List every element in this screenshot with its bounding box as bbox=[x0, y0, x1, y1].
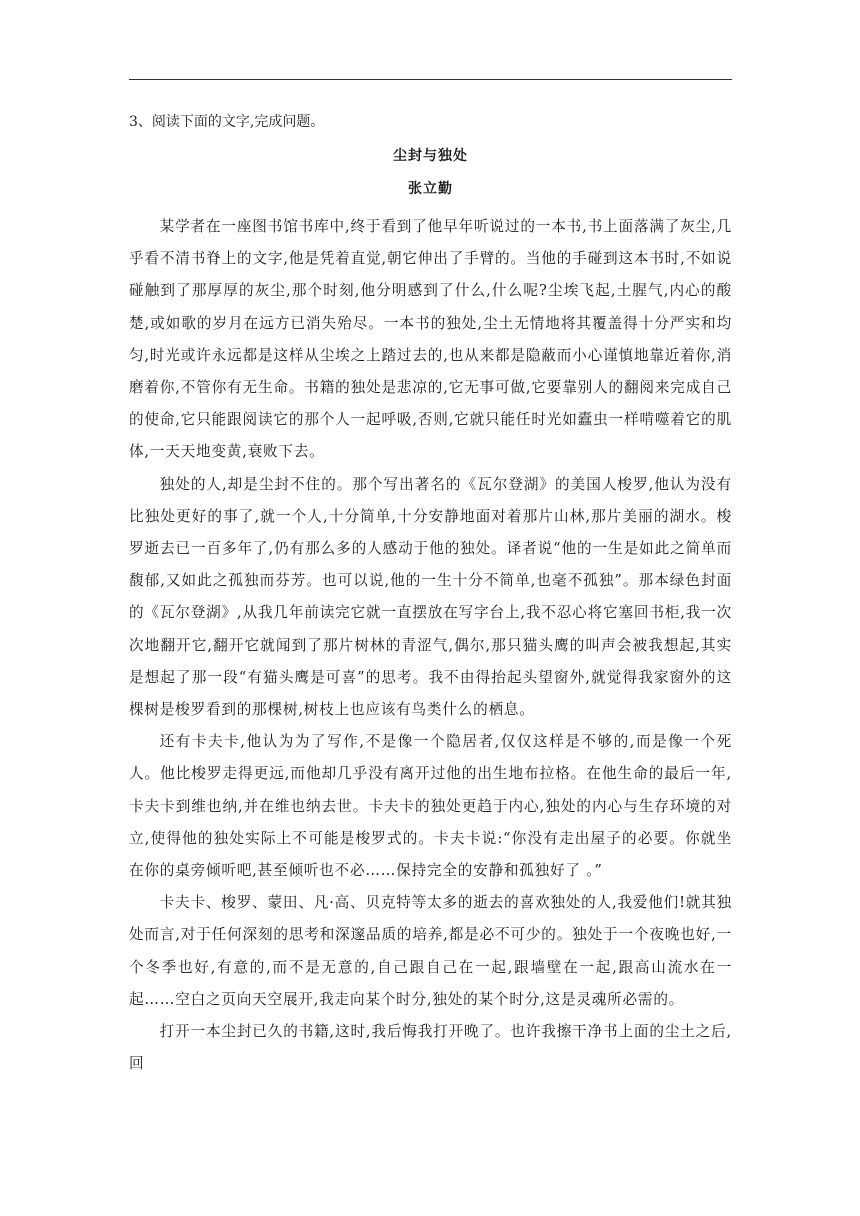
paragraph-2: 独处的人,却是尘封不住的。那个写出著名的《瓦尔登湖》的美国人梭罗,他认为没有比独处更好的事了,就一个人,十分简单,十分安静地面对着那片山林,那片美丽的湖水。梭罗逝去已一百多年了,仍有那么多的人感动于他的独处。译者说“他的一生是如此之简单而馥郁,又如此之孤独而芬芳。也可以说,他的一生十分不简单,也毫不孤独”。那本绿色封面的《瓦尔登湖》,从我几年前读完它就一直摆放在写字台上,我不忍心将它塞回书柜,我一次次地翻开它,翻开它就闻到了那片树林的青涩气,偶尔,那只猫头鹰的叫声会被我想起,其实是想起了那一段“有猫头鹰是可喜”的思考。我不由得抬起头望窗外,就觉得我家窗外的这棵树是梭罗看到的那棵树,树枝上也应该有鸟类什么的栖息。 bbox=[129, 475, 732, 719]
paragraph-4: 卡夫卡、梭罗、蒙田、凡·高、贝克特等太多的逝去的喜欢独处的人,我爱他们!就其独处而言,对于任何深刻的思考和深邃品质的培养,都是必不可少的。独处于一个夜晚也好,一个冬季也好,有意的,而不是无意的,自己跟自己在一起,跟墙壁在一起,跟高山流水在一起……空白之页向天空展开,我走向某个时分,独处的某个时分,这是灵魂所必需的。 bbox=[129, 894, 732, 1008]
question-label: 3、阅读下面的文字,完成问题。 bbox=[129, 114, 325, 130]
paragraph-5: 打开一本尘封已久的书籍,这时,我后悔我打开晚了。也许我擦干净书上面的尘土之后,回 bbox=[129, 1023, 732, 1073]
paragraph-1: 某学者在一座图书馆书库中,终于看到了他早年听说过的一本书,书上面落满了灰尘,几乎看不清书脊上的文字,他是凭着直觉,朝它伸出了手臂的。当他的手碰到这本书时,不如说碰触到了那厚厚的灰尘,那个时刻,他分明感到了什么,什么呢?尘埃飞起,土腥气,内心的酸楚,或如歌的岁月在远方已消失殆尽。一本书的独处,尘土无情地将其覆盖得十分严实和均匀,时光或许永远都是这样从尘埃之上踏过去的,也从来都是隐蔽而小心谨慎地靠近着你,消磨着你,不管你有无生命。书籍的独处是悲凉的,它无事可做,它要靠别人的翻阅来完成自己的使命,它只能跟阅读它的那个人一起呼吸,否则,它就只能任时光如蠹虫一样啃噬着它的肌体,一天天地变黄,衰败下去。 bbox=[129, 218, 732, 461]
article-author: 张立勤 bbox=[408, 181, 453, 197]
article-title: 尘封与独处 bbox=[393, 148, 468, 164]
document-body bbox=[129, 107, 732, 1080]
header-rule bbox=[129, 79, 732, 80]
paragraph-3: 还有卡夫卡,他认为为了写作,不是像一个隐居者,仅仅这样是不够的,而是像一个死人。他比梭罗走得更远,而他却几乎没有离开过他的出生地布拉格。在他生命的最后一年,卡夫卡到维也纳,并在维也纳去世。卡夫卡的独处更趋于内心,独处的内心与生存环境的对立,使得他的独处实际上不可能是梭罗式的。卡夫卡说:“你没有走出屋子的必要。你就坐在你的桌旁倾听吧,甚至倾听也不必……保持完全的安静和孤独好了 。” bbox=[129, 733, 732, 880]
